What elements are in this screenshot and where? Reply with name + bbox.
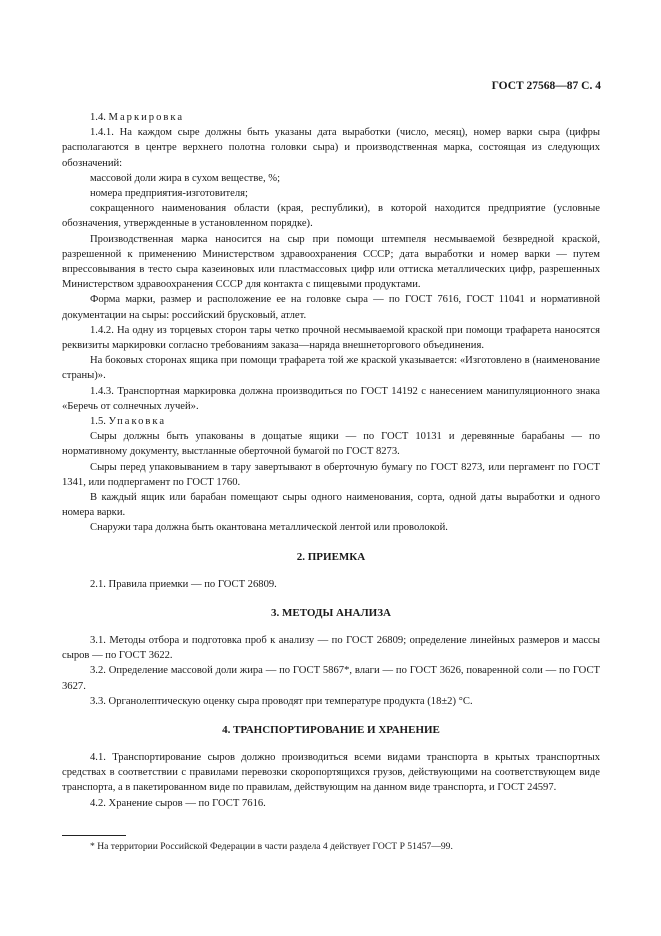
para-side-stencil: На боковых сторонах ящика при помощи трафарета той же краской указывается: «Изготовлено в (наименование страны)». xyxy=(62,355,600,382)
para-1-4-2: 1.4.2. На одну из торцевых сторон тары четко прочной несмываемой краской при помощи трафарета наносятся реквизиты маркировки согласно требованиям заказа—наряда внешнеторгового объединения. xyxy=(62,324,600,352)
section-3-heading: 3. МЕТОДЫ АНАЛИЗА xyxy=(271,606,391,619)
para-3-3: 3.3. Органолептическую оценку сыра проводят при температуре продукта (18±2) °С. xyxy=(90,695,473,707)
document-body xyxy=(62,110,600,811)
para-3-1: 3.1. Методы отбора и подготовка проб к анализу — по ГОСТ 26809; определение линейных размеров и массы сыров — по ГОСТ 3622. xyxy=(62,634,600,662)
page-header-code: ГОСТ 27568—87 С. 4 xyxy=(491,80,601,92)
section-1-4-word: Маркировка xyxy=(108,112,185,123)
para-box-content: В каждый ящик или барабан помещают сыры одного наименования, сорта, одной даты выработки и одного номера варки. xyxy=(62,492,600,519)
section-1-5-word: Упаковка xyxy=(108,416,167,428)
footnote-divider xyxy=(62,835,126,836)
list-item-region: сокращенного наименования области (края, республики), в которой находится предприятие (условные обозначения, утвержденные в установленном порядке). xyxy=(62,203,600,230)
section-2-heading: 2. ПРИЕМКА xyxy=(296,550,366,563)
para-3-2: 3.2. Определение массовой доли жира — по ГОСТ 5867*, влаги — по ГОСТ 3626, поваренной соли — по ГОСТ 3627. xyxy=(62,665,600,692)
para-wrapping: Сыры перед упаковыванием в тару завертывают в оберточную бумагу по ГОСТ 8273, или пергамент по ГОСТ 1341, или подпергамент по ГОСТ 1760. xyxy=(62,461,600,488)
para-mark-form: Форма марки, размер и расположение ее на головке сыра — по ГОСТ 7616, ГОСТ 11041 и нормативной документации на сыры: российский брусковый, атлет. xyxy=(62,294,600,321)
para-4-2: 4.2. Хранение сыров — по ГОСТ 7616. xyxy=(90,797,266,809)
section-4-heading: 4. ТРАНСПОРТИРОВАНИЕ И ХРАНЕНИЕ xyxy=(222,723,440,736)
para-banding: Снаружи тара должна быть окантована металлической лентой или проволокой. xyxy=(90,522,448,534)
section-1-5-number: 1.5. xyxy=(90,416,106,428)
para-2-1: 2.1. Правила приемки — по ГОСТ 26809. xyxy=(90,578,277,590)
para-1-4-3: 1.4.3. Транспортная маркировка должна производиться по ГОСТ 14192 с нанесением манипуляционного знака «Беречь от солнечных лучей». xyxy=(62,385,600,412)
footnote: * На территории Российской Федерации в части раздела 4 действует ГОСТ Р 51457—99. xyxy=(90,841,453,852)
para-production-mark: Производственная марка наносится на сыр при помощи штемпеля несмываемой безвредной краской, разрешенной к применению Министерством здравоохранения СССР; дата выработки и номер варки — путем впрессовывания в тесто сыра казеиновых или пластмассовых цифр или оттиска металлических цифр, разрешенных Министерством здравоохранения СССР для контакта с пищевыми продуктами. xyxy=(62,233,600,291)
list-item-plant-number: номера предприятия-изготовителя; xyxy=(90,188,248,200)
para-1-4-1: 1.4.1. На каждом сыре должны быть указаны дата выработки (число, месяц), номер варки сыра (цифры располагаются в центре верхнего полотна головки сыра) и производственная марка, состоящая из следующих обозначений: xyxy=(62,127,600,169)
section-1-4-number: 1.4. xyxy=(90,112,106,123)
para-4-1: 4.1. Транспортирование сыров должно производиться всеми видами транспорта в крытых транспортных средствах в соответствии с правилами перевозки скоропортящихся грузов, действующими на соответствующем виде транспорта, а в пакетированном виде по правилам, действующим на данном виде транспорта, и ГОСТ 24597. xyxy=(62,751,600,794)
section-1-5-title xyxy=(62,414,600,429)
para-packing-boxes: Сыры должны быть упакованы в дощатые ящики — по ГОСТ 10131 и деревянные барабаны — по нормативному документу, выстланные оберточной бумагой по ГОСТ 8273. xyxy=(62,431,600,458)
section-1-4-title xyxy=(62,110,600,125)
list-item-fat: массовой доли жира в сухом веществе, %; xyxy=(90,172,281,184)
